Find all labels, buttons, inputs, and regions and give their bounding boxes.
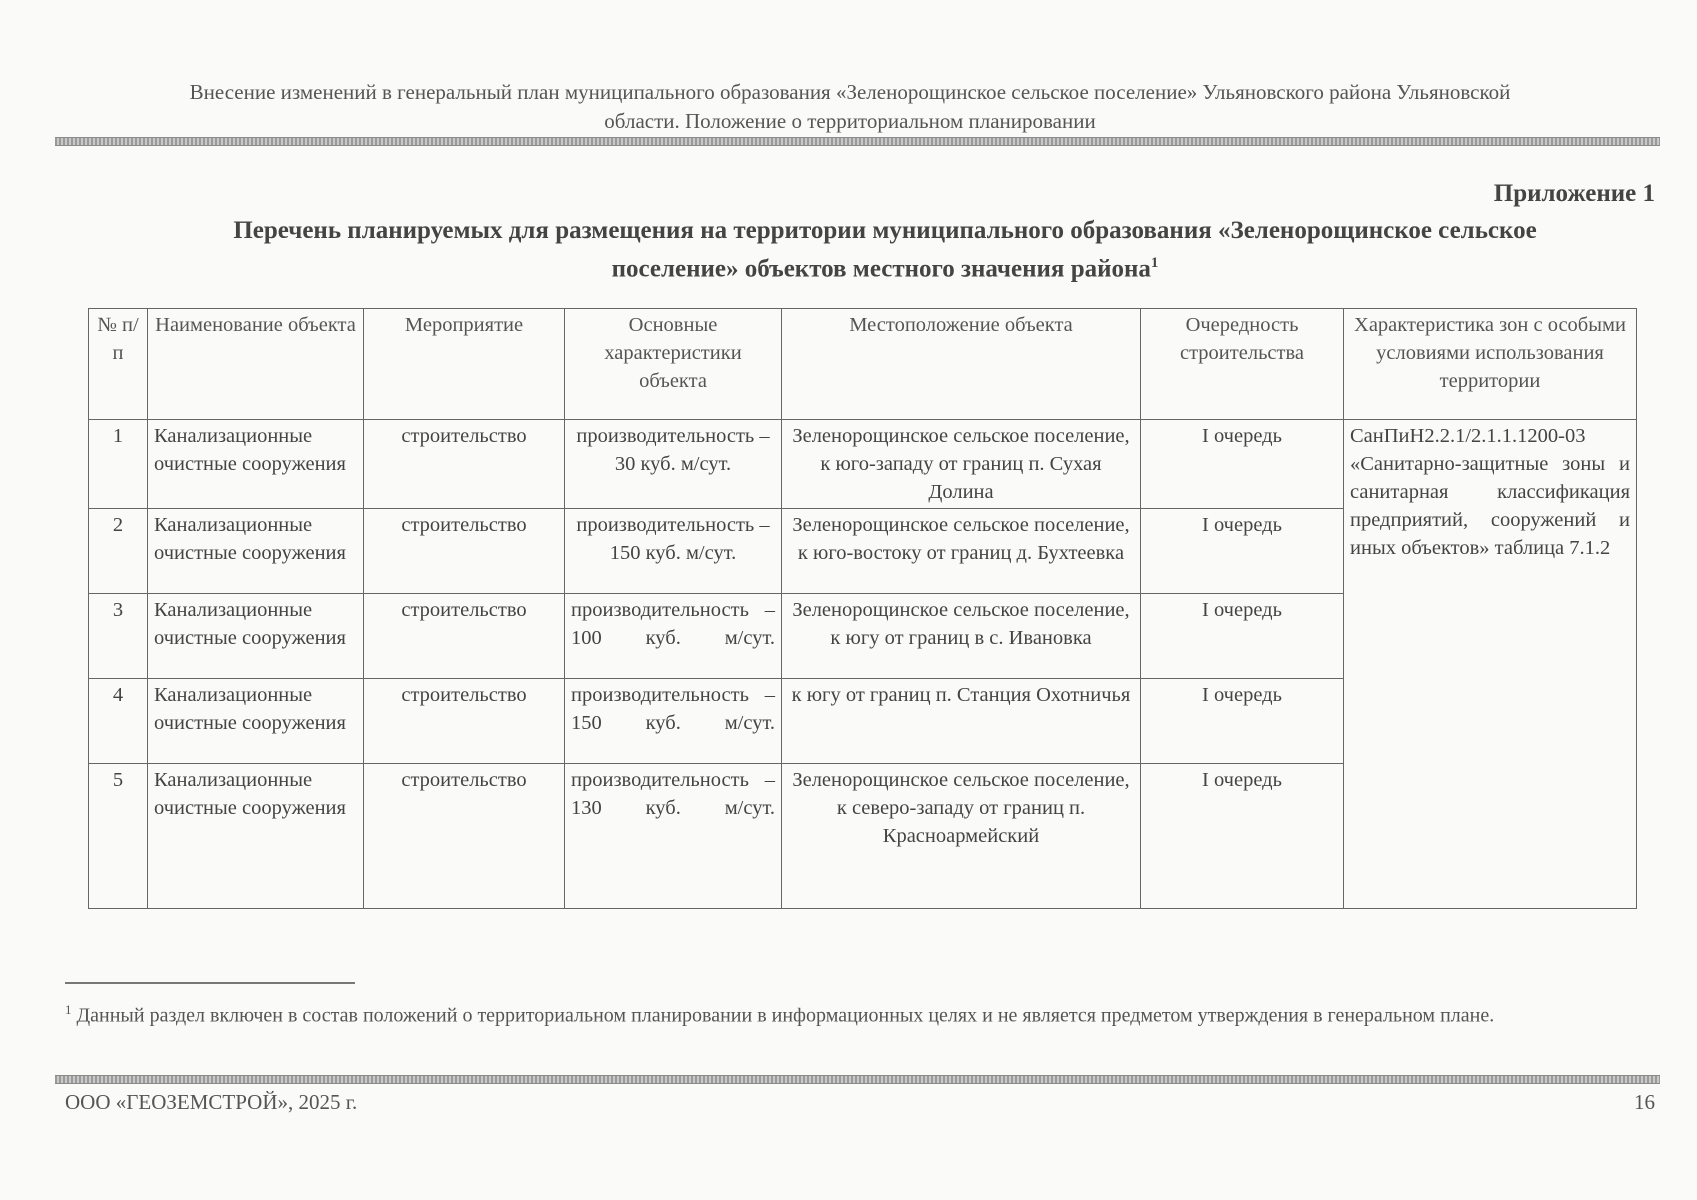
construction-stage: I очередь: [1141, 594, 1344, 679]
column-header: Наименование объекта: [148, 309, 364, 420]
object-location: Зеленорощинское сельское поселение, к югу от границ в с. Ивановка: [782, 594, 1141, 679]
document-title: [120, 214, 1650, 285]
object-action: строительство: [364, 509, 565, 594]
row-number: 2: [89, 509, 148, 594]
title-footnote-ref: 1: [1150, 255, 1159, 271]
column-header: № п/п: [89, 309, 148, 420]
column-header: Характеристика зон с особыми условиями использования территории: [1344, 309, 1637, 420]
column-header: Основные характеристики объекта: [565, 309, 782, 420]
header-line-2: области. Положение о территориальном планировании: [604, 109, 1096, 133]
object-action: строительство: [364, 679, 565, 764]
title-line-2-text: поселение» объектов местного значения района: [611, 255, 1151, 283]
construction-stage: I очередь: [1141, 420, 1344, 509]
row-number: 1: [89, 420, 148, 509]
appendix-label: Приложение 1: [1493, 180, 1655, 207]
object-characteristics: производительность – 100 куб. м/сут.: [565, 594, 782, 679]
construction-stage: I очередь: [1141, 679, 1344, 764]
footer-company: ООО «ГЕОЗЕМСТРОЙ», 2025 г.: [65, 1090, 358, 1114]
column-header: Очередность строительства: [1141, 309, 1344, 420]
row-number: 3: [89, 594, 148, 679]
header-rule: [55, 137, 1660, 146]
object-location: Зеленорощинское сельское поселение, к северо-западу от границ п. Красноармейский: [782, 764, 1141, 909]
column-header: Местоположение объекта: [782, 309, 1141, 420]
row-number: 5: [89, 764, 148, 909]
footnote-marker: 1: [65, 1002, 72, 1017]
object-name: Канализационные очистные сооружения: [148, 420, 364, 509]
object-action: строительство: [364, 764, 565, 909]
object-location: Зеленорощинское сельское поселение, к юго-западу от границ п. Сухая Долина: [782, 420, 1141, 509]
column-header: Мероприятие: [364, 309, 565, 420]
footer-rule: [55, 1075, 1660, 1084]
construction-stage: I очередь: [1141, 764, 1344, 909]
objects-table: [88, 308, 1637, 909]
row-number: 4: [89, 679, 148, 764]
object-name: Канализационные очистные сооружения: [148, 509, 364, 594]
object-characteristics: производительность – 150 куб. м/сут.: [565, 679, 782, 764]
construction-stage: I очередь: [1141, 509, 1344, 594]
page-number: 16: [1634, 1090, 1655, 1114]
object-characteristics: производительность – 130 куб. м/сут.: [565, 764, 782, 909]
table-row: [89, 420, 1637, 509]
footnote-separator: [65, 982, 355, 984]
object-location: Зеленорощинское сельское поселение, к юго-востоку от границ д. Бухтеевка: [782, 509, 1141, 594]
object-name: Канализационные очистные сооружения: [148, 594, 364, 679]
object-characteristics: производительность – 150 куб. м/сут.: [565, 509, 782, 594]
object-action: строительство: [364, 420, 565, 509]
footnote: [65, 996, 1665, 1030]
footnote-text: Данный раздел включен в состав положений о территориальном планировании в информационных целях и не является предметом утверждения в генеральном плане.: [76, 1004, 1495, 1027]
header-line-1: Внесение изменений в генеральный план муниципального образования «Зеленорощинское сельское поселение» Ульяновского района Ульяновской: [189, 80, 1511, 104]
page-header: [60, 78, 1640, 136]
title-line-2: [120, 247, 1650, 285]
object-action: строительство: [364, 594, 565, 679]
title-line-1: Перечень планируемых для размещения на территории муниципального образования «Зеленорощинское сельское: [233, 217, 1537, 244]
object-name: Канализационные очистные сооружения: [148, 679, 364, 764]
object-name: Канализационные очистные сооружения: [148, 764, 364, 909]
zone-characteristics: СанПиН2.2.1/2.1.1.1200-03 «Санитарно-защитные зоны и санитарная классификация предприятий, сооружений и иных объектов» таблица 7.1.2: [1344, 420, 1637, 909]
table-header-row: [89, 309, 1637, 420]
object-characteristics: производительность – 30 куб. м/сут.: [565, 420, 782, 509]
object-location: к югу от границ п. Станция Охотничья: [782, 679, 1141, 764]
